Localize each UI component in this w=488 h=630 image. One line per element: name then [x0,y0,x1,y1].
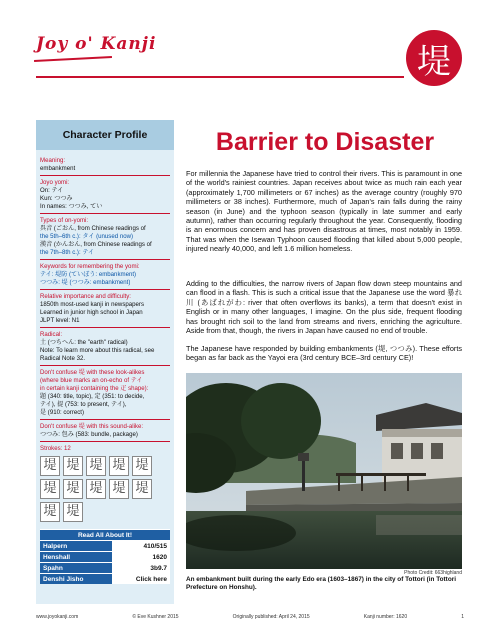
soundalike-line: つつみ: 包み (583: bundle, package) [40,431,138,438]
meaning-label: Meaning: [40,157,66,164]
yomi-section [40,179,172,211]
lookalike-label-1: Don't confuse 堤 with these look-alikes [40,369,145,376]
reference-row [40,563,170,574]
stroke-row [40,479,172,499]
radical-section [40,331,172,363]
reference-table [40,529,170,584]
reference-name: Henshall [40,552,112,563]
article-paragraph-3: The Japanese have responded by building embankments (堤, つつみ). These efforts began as far back as the Yayoi era (3rd century BCE–3rd century CE)! [186,344,462,363]
keyword-2: つつみ: 堤 (つつみ: embankment) [40,279,131,286]
lookalike-label-3: in certain kanji containing the 疋 shape): [40,385,149,392]
photo-credit: Photo Credit: 663highland [404,570,462,576]
sidebar-divider [40,441,170,442]
soundalike-section [40,423,172,439]
meaning-section [40,157,172,173]
site-logo: Joy o' Kanji [36,34,157,54]
onyomi-types-section [40,217,172,257]
reference-value: 410/515 [112,541,170,552]
stroke-step: 堤 [86,456,106,476]
stroke-step: 堤 [63,502,83,522]
reference-name: Halpern [40,541,112,552]
reference-row [40,541,170,552]
reference-value: 3b9.7 [112,563,170,574]
footer-published: Originally published: April 24, 2015 [232,614,310,620]
types-line-1: 呉音 (ごおん, from Chinese readings of [40,225,146,232]
keyword-1: テイ: 堤防 (ていぼう: embankment) [40,271,137,278]
strokes-label: Strokes: 12 [40,445,71,452]
footer-copyright: © Eve Kushner 2015 [132,614,179,620]
sidebar-title: Character Profile [36,120,174,150]
stroke-step: 堤 [40,456,60,476]
reference-row [40,574,170,585]
stroke-step: 堤 [63,456,83,476]
stroke-step: 堤 [40,502,60,522]
sidebar-divider [40,289,170,290]
stroke-step: 堤 [86,479,106,499]
importance-section [40,293,172,325]
stroke-step: 堤 [63,479,83,499]
stroke-step: 堤 [132,479,152,499]
reference-value: 1620 [112,552,170,563]
keywords-section [40,263,172,287]
photo-caption: An embankment built during the early Edo era (1603–1867) in the city of Tottori (in Tottori Prefecture on Honshu). [186,576,456,591]
types-line-4: the 7th–8th c.): テイ [40,249,95,256]
header-rule [36,76,404,78]
stroke-step: 堤 [40,479,60,499]
keywords-label: Keywords for remembering the yomi: [40,263,140,270]
kanji-badge: 堤 [406,30,462,86]
kun-yomi: Kun: つつみ [40,195,73,202]
article-paragraph-1: For millennia the Japanese have tried to control their rivers. This is paramount in one of the world's rainiest countries. Japan receives about twice as much rain each year (approximately 1,700 millimeters or 67 inches) as the average country (roughly 970 millimeters or 38 inches). Furthermore, much of Japan's rain falls during the rainy season (in June) and the typhoon season (typically in late summer and early autumn), rather than occurring regularly throughout the year. Consequently, flooding is an enormous concern and has proven disastrous at times, most notably in 1959. That was when the Isewan Typhoon caused flooding that killed about 5,000 people, injured nearly 40,000, and left 1.6 million homeless. [186,169,462,254]
radical-line-1: 土 (つちへん: the "earth" radical) [40,339,128,346]
sidebar-divider [40,213,170,214]
on-yomi: On: テイ [40,187,64,194]
footer-kanji-number: Kanji number: 1620 [363,614,408,620]
stroke-row [40,456,172,476]
sidebar-divider [40,259,170,260]
importance-label: Relative importance and difficulty: [40,293,132,300]
soundalike-label: Don't confuse 堤 with this sound-alike: [40,423,144,430]
reference-name: Denshi Jisho [40,574,112,585]
radical-label: Radical: [40,331,63,338]
reference-row [40,552,170,563]
yomi-label: Joyo yomi: [40,179,70,186]
meaning-value: embankment [40,165,76,172]
stroke-step: 堤 [132,456,152,476]
name-yomi: In names: つつみ, てい [40,203,103,210]
article-title: Barrier to Disaster [215,128,435,156]
footer-site: www.joyokanji.com [36,614,79,620]
reference-name: Spahn [40,563,112,574]
stroke-step: 堤 [109,479,129,499]
denshi-jisho-link[interactable]: Click here [112,574,170,585]
sidebar-divider [40,327,170,328]
radical-note-link[interactable]: Radical Note 32. [40,355,86,362]
embankment-photo [186,373,462,569]
importance-line-3: JLPT level: N1 [40,317,80,324]
types-label: Types of on-yomi: [40,217,89,224]
lookalikes-section [40,369,172,417]
reference-title: Read All About It! [40,530,170,541]
radical-line-2: Note: To learn more about this radical, see [40,347,155,354]
types-line-2: the 5th–6th c.): タイ (unused now) [40,233,134,240]
page-footer [36,614,464,620]
lookalike-label-2: (where blue marks an on-echo of テイ [40,377,143,384]
sidebar-divider [40,175,170,176]
lookalike-line-3: 是 (910: correct) [40,409,85,416]
lookalike-line-1: 題 (340: title, topic), 定 (351: to decide, [40,393,145,400]
footer-page-number: 1 [461,614,464,620]
sidebar-divider [40,365,170,366]
types-line-3: 漢音 (かんおん, from Chinese readings of [40,241,152,248]
article-paragraph-2: Adding to the difficulties, the narrow rivers of Japan flow down steep mountains and can flood in a flash. This is such a critical issue that the Japanese use the word 暴れ川 (あばれがわ: river that often overflows its banks), a term that doesn't exist in English or in many other languages, I imagine. On the plus side, frequent flooding has brought rich soil to the land from streams and rivers, enriching the agriculture. Aside from that, though, the rivers in Japan have caused no end of trouble. [186,279,462,336]
logo-underline [34,56,112,62]
importance-line-1: 1850th most-used kanji in newspapers [40,301,144,308]
stroke-order-grid [40,456,172,525]
stroke-step: 堤 [109,456,129,476]
photo-illustration [186,373,462,569]
lookalike-line-2: テイ), 提 (753: to present, テイ), [40,401,127,408]
sidebar-divider [40,419,170,420]
importance-line-2: Learned in junior high school in Japan [40,309,143,316]
stroke-row [40,502,172,522]
